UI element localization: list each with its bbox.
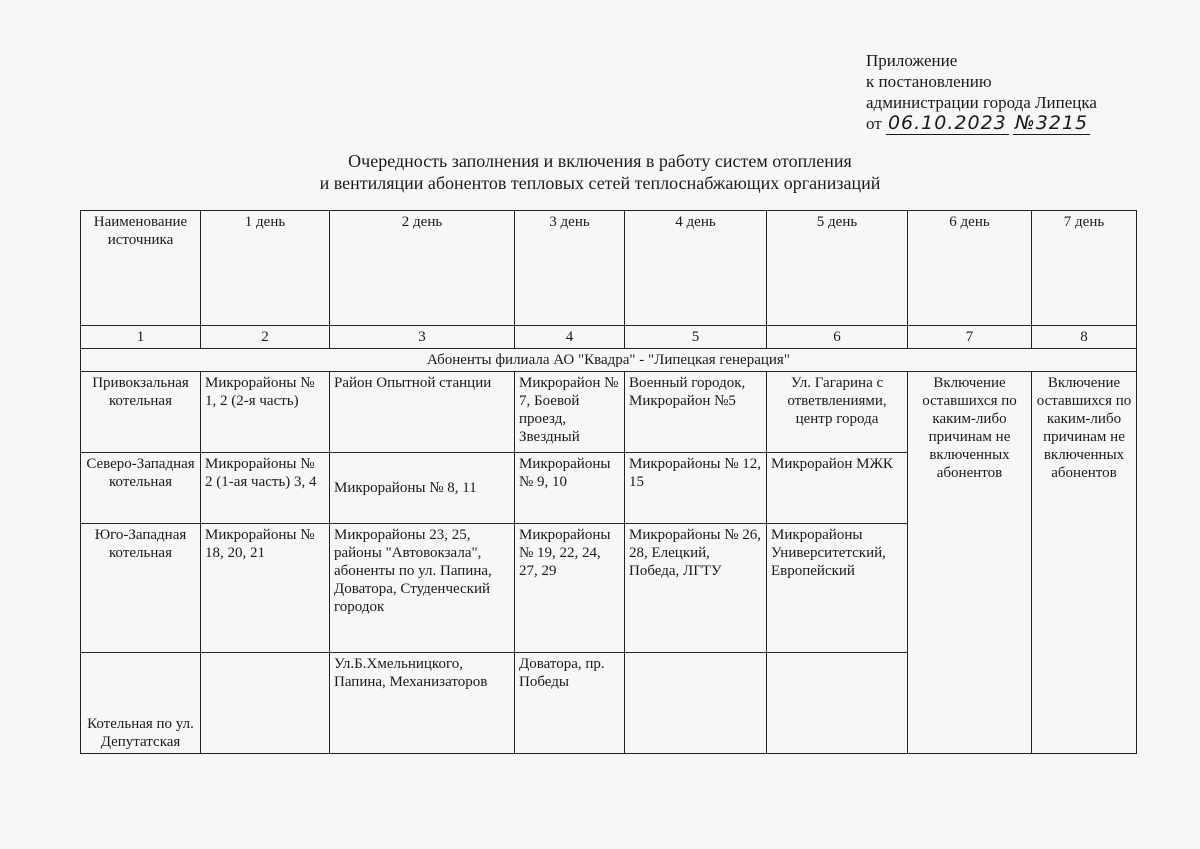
day-3-cell: Микрорайоны № 9, 10 xyxy=(515,453,625,524)
day-4-cell xyxy=(625,653,767,754)
appendix-line-4 xyxy=(866,113,1097,134)
day-3-cell: Микрорайоны № 19, 22, 24, 27, 29 xyxy=(515,524,625,653)
day-1-cell: Микрорайоны № 2 (1-ая часть) 3, 4 xyxy=(201,453,330,524)
appendix-line-3: администрации города Липецка xyxy=(866,93,1097,112)
appendix-line-1: Приложение xyxy=(866,51,958,70)
day-5-cell: Ул. Гагарина с ответвлениями, центр города xyxy=(767,372,908,453)
header-day-3: 3 день xyxy=(515,211,625,326)
column-number: 2 xyxy=(201,326,330,349)
document-title xyxy=(0,150,1200,194)
header-day-6: 6 день xyxy=(908,211,1032,326)
day-5-cell: Микрорайоны Университетский, Европейский xyxy=(767,524,908,653)
day-4-cell: Военный городок, Микрорайон №5 xyxy=(625,372,767,453)
section-heading: Абоненты филиала АО "Квадра" - "Липецкая генерация" xyxy=(81,349,1137,372)
day-1-cell: Микрорайоны № 18, 20, 21 xyxy=(201,524,330,653)
column-number: 3 xyxy=(330,326,515,349)
day-2-cell: Район Опытной станции xyxy=(330,372,515,453)
column-number: 4 xyxy=(515,326,625,349)
source-name: Котельная по ул. Депутатская xyxy=(81,653,201,754)
header-source: Наименование источника xyxy=(81,211,201,326)
document-title-line-1: Очередность заполнения и включения в работу систем отопления xyxy=(348,151,852,171)
header-day-7: 7 день xyxy=(1032,211,1137,326)
day-6-merged-cell: Включение оставшихся по каким-либо причинам не включенных абонентов xyxy=(908,372,1032,754)
header-row xyxy=(81,211,1137,326)
header-day-4: 4 день xyxy=(625,211,767,326)
column-number: 1 xyxy=(81,326,201,349)
appendix-block xyxy=(866,50,1097,134)
column-number: 6 xyxy=(767,326,908,349)
source-name: Северо-Западная котельная xyxy=(81,453,201,524)
source-name: Юго-Западная котельная xyxy=(81,524,201,653)
appendix-date-prefix: от xyxy=(866,114,882,133)
day-3-cell: Доватора, пр. Победы xyxy=(515,653,625,754)
handwritten-number: №3215 xyxy=(1015,112,1089,134)
header-day-2: 2 день xyxy=(330,211,515,326)
day-1-cell: Микрорайоны № 1, 2 (2-я часть) xyxy=(201,372,330,453)
column-number: 7 xyxy=(908,326,1032,349)
source-name: Привокзальная котельная xyxy=(81,372,201,453)
column-number-row xyxy=(81,326,1137,349)
appendix-line-2: к постановлению xyxy=(866,72,992,91)
schedule-table xyxy=(80,210,1137,754)
header-day-1: 1 день xyxy=(201,211,330,326)
column-number: 8 xyxy=(1032,326,1137,349)
day-2-cell: Микрорайоны 23, 25, районы "Автовокзала", абоненты по ул. Папина, Доватора, Студенческий городок xyxy=(330,524,515,653)
day-2-cell: Микрорайоны № 8, 11 xyxy=(330,453,515,524)
table-row xyxy=(81,372,1137,453)
day-4-cell: Микрорайоны № 26, 28, Елецкий, Победа, ЛГТУ xyxy=(625,524,767,653)
column-number: 5 xyxy=(625,326,767,349)
day-4-cell: Микрорайоны № 12, 15 xyxy=(625,453,767,524)
day-1-cell xyxy=(201,653,330,754)
header-day-5: 5 день xyxy=(767,211,908,326)
section-row xyxy=(81,349,1137,372)
day-7-merged-cell: Включение оставшихся по каким-либо причинам не включенных абонентов xyxy=(1032,372,1137,754)
day-5-cell xyxy=(767,653,908,754)
day-3-cell: Микрорайон № 7, Боевой проезд, Звездный xyxy=(515,372,625,453)
handwritten-date: 06.10.2023 xyxy=(887,112,1007,134)
day-2-cell: Ул.Б.Хмельницкого, Папина, Механизаторов xyxy=(330,653,515,754)
document-title-line-2: и вентиляции абонентов тепловых сетей теплоснабжающих организаций xyxy=(319,173,881,193)
day-5-cell: Микрорайон МЖК xyxy=(767,453,908,524)
